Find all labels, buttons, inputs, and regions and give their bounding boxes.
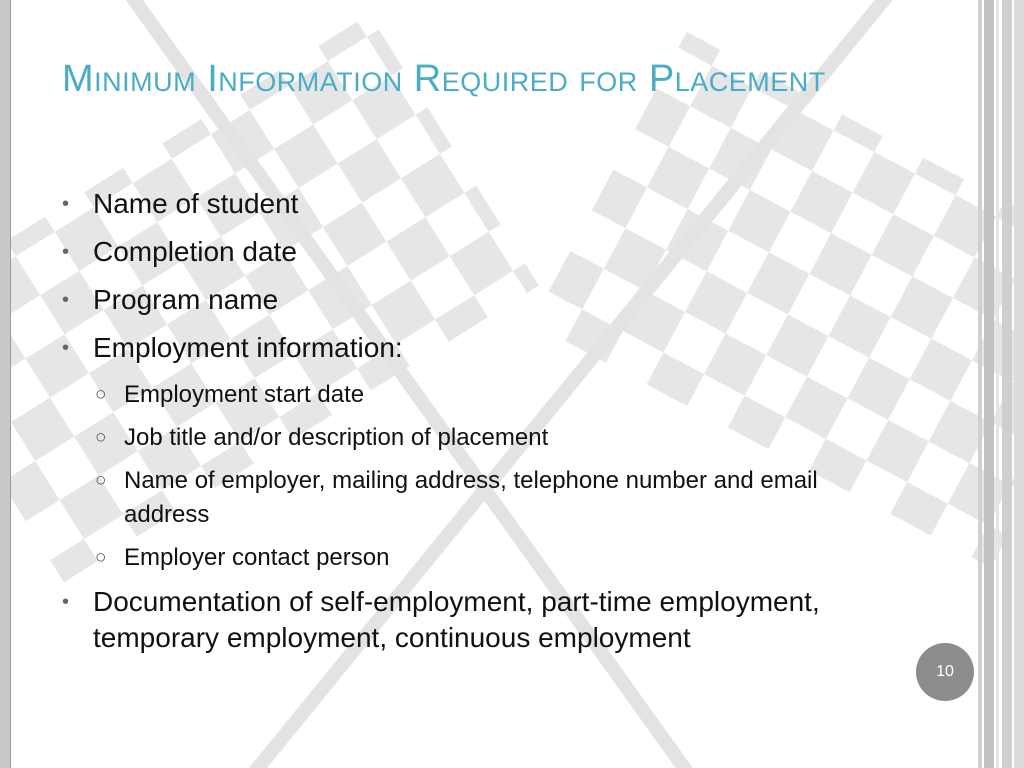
sub-bullet-text: Job title and/or description of placement <box>124 424 549 451</box>
bullet-text: Name of student <box>93 188 299 219</box>
sub-bullet-item <box>62 464 862 532</box>
bullet-dot-icon: • <box>62 289 70 311</box>
bullet-text: Employment information: <box>93 332 403 363</box>
bullet-text: Completion date <box>93 236 297 267</box>
left-border-strip <box>0 0 11 768</box>
sub-bullet-text: Employment start date <box>124 381 365 408</box>
sub-bullet-item <box>62 378 862 412</box>
bullet-list <box>62 186 862 668</box>
hollow-circle-bullet-icon: ○ <box>95 470 107 491</box>
bullet-dot-icon: • <box>62 241 70 263</box>
hollow-circle-bullet-icon: ○ <box>95 427 107 448</box>
sub-bullet-text: Name of employer, mailing address, telephone number and email address <box>124 467 818 528</box>
slide-title: Minimum Information Required for Placement <box>62 58 826 100</box>
bullet-dot-icon: • <box>62 591 70 613</box>
bullet-item <box>62 234 862 270</box>
page-number-badge: 10 <box>916 643 974 701</box>
bullet-dot-icon: • <box>62 337 70 359</box>
hollow-circle-bullet-icon: ○ <box>95 384 107 405</box>
sub-bullet-item <box>62 421 862 455</box>
bullet-text: Program name <box>93 284 279 315</box>
bullet-item <box>62 330 862 366</box>
sub-bullet-item <box>62 541 862 575</box>
bullet-text: Documentation of self-employment, part-time employment, temporary employment, continuous employment <box>93 586 820 653</box>
bullet-item <box>62 584 862 656</box>
hollow-circle-bullet-icon: ○ <box>95 547 107 568</box>
bullet-item <box>62 282 862 318</box>
bullet-dot-icon: • <box>62 193 70 215</box>
right-border-stripes <box>978 0 1024 768</box>
bullet-item <box>62 186 862 222</box>
sub-bullet-text: Employer contact person <box>124 544 390 571</box>
